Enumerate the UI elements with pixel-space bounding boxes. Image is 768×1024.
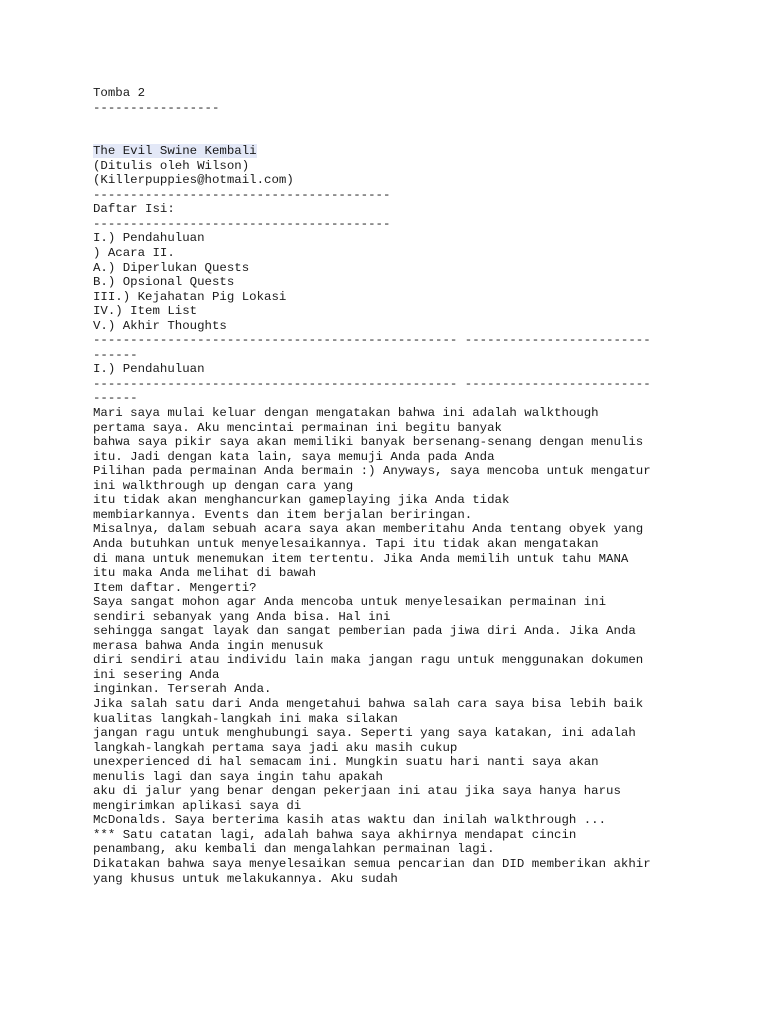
document-line: Saya sangat mohon agar Anda mencoba untuk menyelesaikan permainan ini — [93, 595, 607, 610]
document-line: aku di jalur yang benar dengan pekerjaan ini atau jika saya hanya harus — [93, 784, 621, 799]
document-line: merasa bahwa Anda ingin menusuk — [93, 638, 324, 653]
document-line: jangan ragu untuk menghubungi saya. Seperti yang saya katakan, ini adalah — [93, 726, 636, 741]
document-line: diri sendiri atau individu lain maka jangan ragu untuk menggunakan dokumen — [93, 653, 644, 668]
document-line: IV.) Item List — [93, 304, 198, 319]
document-line: membiarkannya. Events dan item berjalan beriringan. — [93, 507, 473, 522]
document-line: Dikatakan bahwa saya menyelesaikan semua pencarian dan DID memberikan akhir — [93, 856, 651, 871]
document-line: penambang, aku kembali dan mengalahkan permainan lagi. — [93, 842, 495, 857]
document-line: sendiri sebanyak yang Anda bisa. Hal ini — [93, 609, 391, 624]
document-line: pertama saya. Aku mencintai permainan ini begitu banyak — [93, 420, 502, 435]
document-body — [93, 86, 693, 886]
document-line: ) Acara II. — [93, 246, 175, 261]
document-line: sehingga sangat layak dan sangat pemberian pada jiwa diri Anda. Jika Anda — [93, 624, 636, 639]
document-line: Misalnya, dalam sebuah acara saya akan memberitahu Anda tentang obyek yang — [93, 522, 644, 537]
document-line: ------ — [93, 347, 138, 362]
document-line: *** Satu catatan lagi, adalah bahwa saya akhirnya mendapat cincin — [93, 827, 577, 842]
document-line: ------------------------------------------------- ------------------------- — [93, 333, 651, 348]
document-line: mengirimkan aplikasi saya di — [93, 798, 302, 813]
document-line: itu tidak akan menghancurkan gameplaying jika Anda tidak — [93, 493, 510, 508]
document-line: Jika salah satu dari Anda mengetahui bahwa salah cara saya bisa lebih baik — [93, 696, 644, 711]
document-line: unexperienced di hal semacam ini. Mungkin suatu hari nanti saya akan — [93, 755, 599, 770]
document-line: inginkan. Terserah Anda. — [93, 682, 272, 697]
document-line: Mari saya mulai keluar dengan mengatakan bahwa ini adalah walkthough — [93, 406, 599, 421]
document-line: menulis lagi dan saya ingin tahu apakah — [93, 769, 383, 784]
document-line: yang khusus untuk melakukannya. Aku sudah — [93, 871, 398, 886]
document-line — [93, 144, 693, 159]
document-line: bahwa saya pikir saya akan memiliki banyak bersenang-senang dengan menulis — [93, 435, 644, 450]
document-line: B.) Opsional Quests — [93, 275, 235, 290]
document-line: Item daftar. Mengerti? — [93, 580, 257, 595]
document-line: I.) Pendahuluan — [93, 231, 205, 246]
document-line: ---------------------------------------- — [93, 187, 391, 202]
document-line: di mana untuk menemukan item tertentu. Jika Anda memilih untuk tahu MANA — [93, 551, 629, 566]
document-line: Anda butuhkan untuk menyelesaikannya. Tapi itu tidak akan mengatakan — [93, 536, 599, 551]
document-line: ---------------------------------------- — [93, 216, 391, 231]
document-line: Pilihan pada permainan Anda bermain :) Anyways, saya mencoba untuk mengatur — [93, 464, 651, 479]
highlighted-title: The Evil Swine Kembali — [93, 144, 257, 159]
document-line: ------ — [93, 391, 138, 406]
document-line: Tomba 2 — [93, 86, 146, 100]
document-line: V.) Akhir Thoughts — [93, 318, 227, 333]
document-line: ini walkthrough up dengan cara yang — [93, 478, 354, 493]
document-line: A.) Diperlukan Quests — [93, 260, 250, 275]
document-line: langkah-langkah pertama saya jadi aku masih cukup — [93, 740, 458, 755]
document-line — [93, 115, 693, 130]
document-line: (Ditulis oleh Wilson) — [93, 158, 250, 173]
document-line: itu. Jadi dengan kata lain, saya memuji Anda pada Anda — [93, 449, 495, 464]
document-line: Daftar Isi: — [93, 202, 175, 217]
document-line: kualitas langkah-langkah ini maka silakan — [93, 711, 398, 726]
document-line: ------------------------------------------------- ------------------------- — [93, 376, 651, 391]
document-line: ini sesering Anda — [93, 667, 220, 682]
document-line: I.) Pendahuluan — [93, 362, 205, 377]
document-line: ----------------- — [93, 100, 220, 115]
document-line — [93, 130, 693, 145]
document-line: McDonalds. Saya berterima kasih atas waktu dan inilah walkthrough ... — [93, 813, 607, 828]
document-line: (Killerpuppies@hotmail.com) — [93, 173, 294, 188]
document-line: itu maka Anda melihat di bawah — [93, 566, 317, 581]
document-line: III.) Kejahatan Pig Lokasi — [93, 289, 287, 304]
